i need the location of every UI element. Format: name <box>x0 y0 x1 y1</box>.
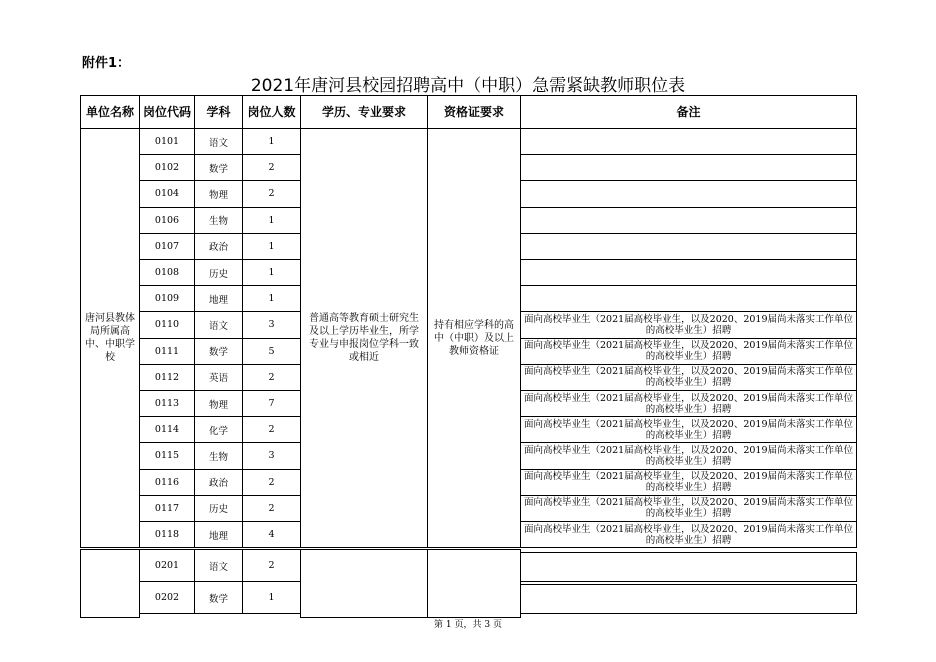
position-count-cell: 5 <box>242 338 301 365</box>
unit-name-cell: 唐河县教体局所属高中、中职学校 <box>80 128 140 548</box>
header-unit: 单位名称 <box>80 95 140 129</box>
subject-cell: 化学 <box>194 416 243 443</box>
subject-cell: 英语 <box>194 364 243 391</box>
remark-cell: 面向高校毕业生（2021届高校毕业生，以及2020、2019届尚未落实工作单位的高校毕业生）招聘 <box>520 442 857 469</box>
position-count-cell: 1 <box>242 128 301 155</box>
subject-cell: 数学 <box>194 338 243 365</box>
position-count-cell: 3 <box>242 311 301 338</box>
header-education: 学历、专业要求 <box>300 95 428 129</box>
position-code-cell: 0109 <box>139 285 195 312</box>
subject-cell: 政治 <box>194 233 243 260</box>
education-requirement-cell: 普通高等教育硕士研究生及以上学历毕业生，所学专业与申报岗位学科一致或相近 <box>300 128 428 548</box>
position-code-cell: 0106 <box>139 207 195 234</box>
position-code-cell: 0113 <box>139 390 195 417</box>
position-count-cell: 1 <box>242 233 301 260</box>
certificate-requirement-cell-2 <box>427 549 521 618</box>
position-count-cell: 4 <box>242 521 301 548</box>
header-remarks: 备注 <box>520 95 857 129</box>
remark-cell: 面向高校毕业生（2021届高校毕业生，以及2020、2019届尚未落实工作单位的高校毕业生）招聘 <box>520 390 857 417</box>
position-code-cell: 0104 <box>139 180 195 207</box>
position-code-cell: 0202 <box>139 581 195 614</box>
remark-cell <box>520 154 857 181</box>
position-code-cell: 0112 <box>139 364 195 391</box>
remark-cell: 面向高校毕业生（2021届高校毕业生，以及2020、2019届尚未落实工作单位的高校毕业生）招聘 <box>520 338 857 365</box>
header-subject: 学科 <box>194 95 243 129</box>
subject-cell: 语文 <box>194 311 243 338</box>
position-count-cell: 2 <box>242 364 301 391</box>
position-count-cell: 1 <box>242 581 301 614</box>
remark-cell: 面向高校毕业生（2021届高校毕业生，以及2020、2019届尚未落实工作单位的高校毕业生）招聘 <box>520 311 857 338</box>
position-count-cell: 1 <box>242 207 301 234</box>
unit-name-cell-2 <box>80 549 140 618</box>
subject-cell: 数学 <box>194 154 243 181</box>
remark-cell <box>520 552 857 582</box>
subject-cell: 语文 <box>194 128 243 155</box>
position-code-cell: 0117 <box>139 495 195 522</box>
subject-cell: 物理 <box>194 390 243 417</box>
subject-cell: 历史 <box>194 259 243 286</box>
attachment-label: 附件1： <box>82 56 131 71</box>
header-certificate: 资格证要求 <box>427 95 521 129</box>
remark-cell <box>520 180 857 207</box>
subject-cell: 物理 <box>194 180 243 207</box>
remark-cell <box>520 233 857 260</box>
subject-cell: 语文 <box>194 549 243 582</box>
position-code-cell: 0118 <box>139 521 195 548</box>
remark-cell <box>520 207 857 234</box>
position-code-cell: 0102 <box>139 154 195 181</box>
remark-cell <box>520 584 857 614</box>
remark-cell: 面向高校毕业生（2021届高校毕业生，以及2020、2019届尚未落实工作单位的高校毕业生）招聘 <box>520 416 857 443</box>
position-code-cell: 0114 <box>139 416 195 443</box>
position-code-cell: 0108 <box>139 259 195 286</box>
certificate-requirement-cell: 持有相应学科的高中（中职）及以上教师资格证 <box>427 128 521 548</box>
position-count-cell: 2 <box>242 549 301 582</box>
remark-cell: 面向高校毕业生（2021届高校毕业生，以及2020、2019届尚未落实工作单位的高校毕业生）招聘 <box>520 521 857 548</box>
subject-cell: 历史 <box>194 495 243 522</box>
remark-cell: 面向高校毕业生（2021届高校毕业生，以及2020、2019届尚未落实工作单位的高校毕业生）招聘 <box>520 495 857 522</box>
subject-cell: 数学 <box>194 581 243 614</box>
remark-cell <box>520 285 857 312</box>
remark-cell: 面向高校毕业生（2021届高校毕业生，以及2020、2019届尚未落实工作单位的高校毕业生）招聘 <box>520 469 857 496</box>
subject-cell: 地理 <box>194 521 243 548</box>
subject-cell: 生物 <box>194 442 243 469</box>
position-count-cell: 2 <box>242 469 301 496</box>
position-count-cell: 1 <box>242 259 301 286</box>
subject-cell: 政治 <box>194 469 243 496</box>
header-code: 岗位代码 <box>139 95 195 129</box>
remark-cell: 面向高校毕业生（2021届高校毕业生，以及2020、2019届尚未落实工作单位的高校毕业生）招聘 <box>520 364 857 391</box>
page-title: 2021年唐河县校园招聘高中（中职）急需紧缺教师职位表 <box>250 76 686 96</box>
education-requirement-cell-2 <box>300 549 428 618</box>
position-count-cell: 7 <box>242 390 301 417</box>
position-code-cell: 0110 <box>139 311 195 338</box>
position-count-cell: 2 <box>242 180 301 207</box>
subject-cell: 地理 <box>194 285 243 312</box>
position-count-cell: 3 <box>242 442 301 469</box>
position-code-cell: 0101 <box>139 128 195 155</box>
remark-cell <box>520 259 857 286</box>
position-code-cell: 0201 <box>139 549 195 582</box>
page-footer: 第 1 页，共 3 页 <box>434 620 502 630</box>
position-code-cell: 0111 <box>139 338 195 365</box>
position-code-cell: 0115 <box>139 442 195 469</box>
position-code-cell: 0107 <box>139 233 195 260</box>
position-count-cell: 2 <box>242 495 301 522</box>
position-count-cell: 2 <box>242 416 301 443</box>
position-count-cell: 2 <box>242 154 301 181</box>
header-count: 岗位人数 <box>242 95 301 129</box>
position-count-cell: 1 <box>242 285 301 312</box>
remark-cell <box>520 128 857 155</box>
position-code-cell: 0116 <box>139 469 195 496</box>
subject-cell: 生物 <box>194 207 243 234</box>
